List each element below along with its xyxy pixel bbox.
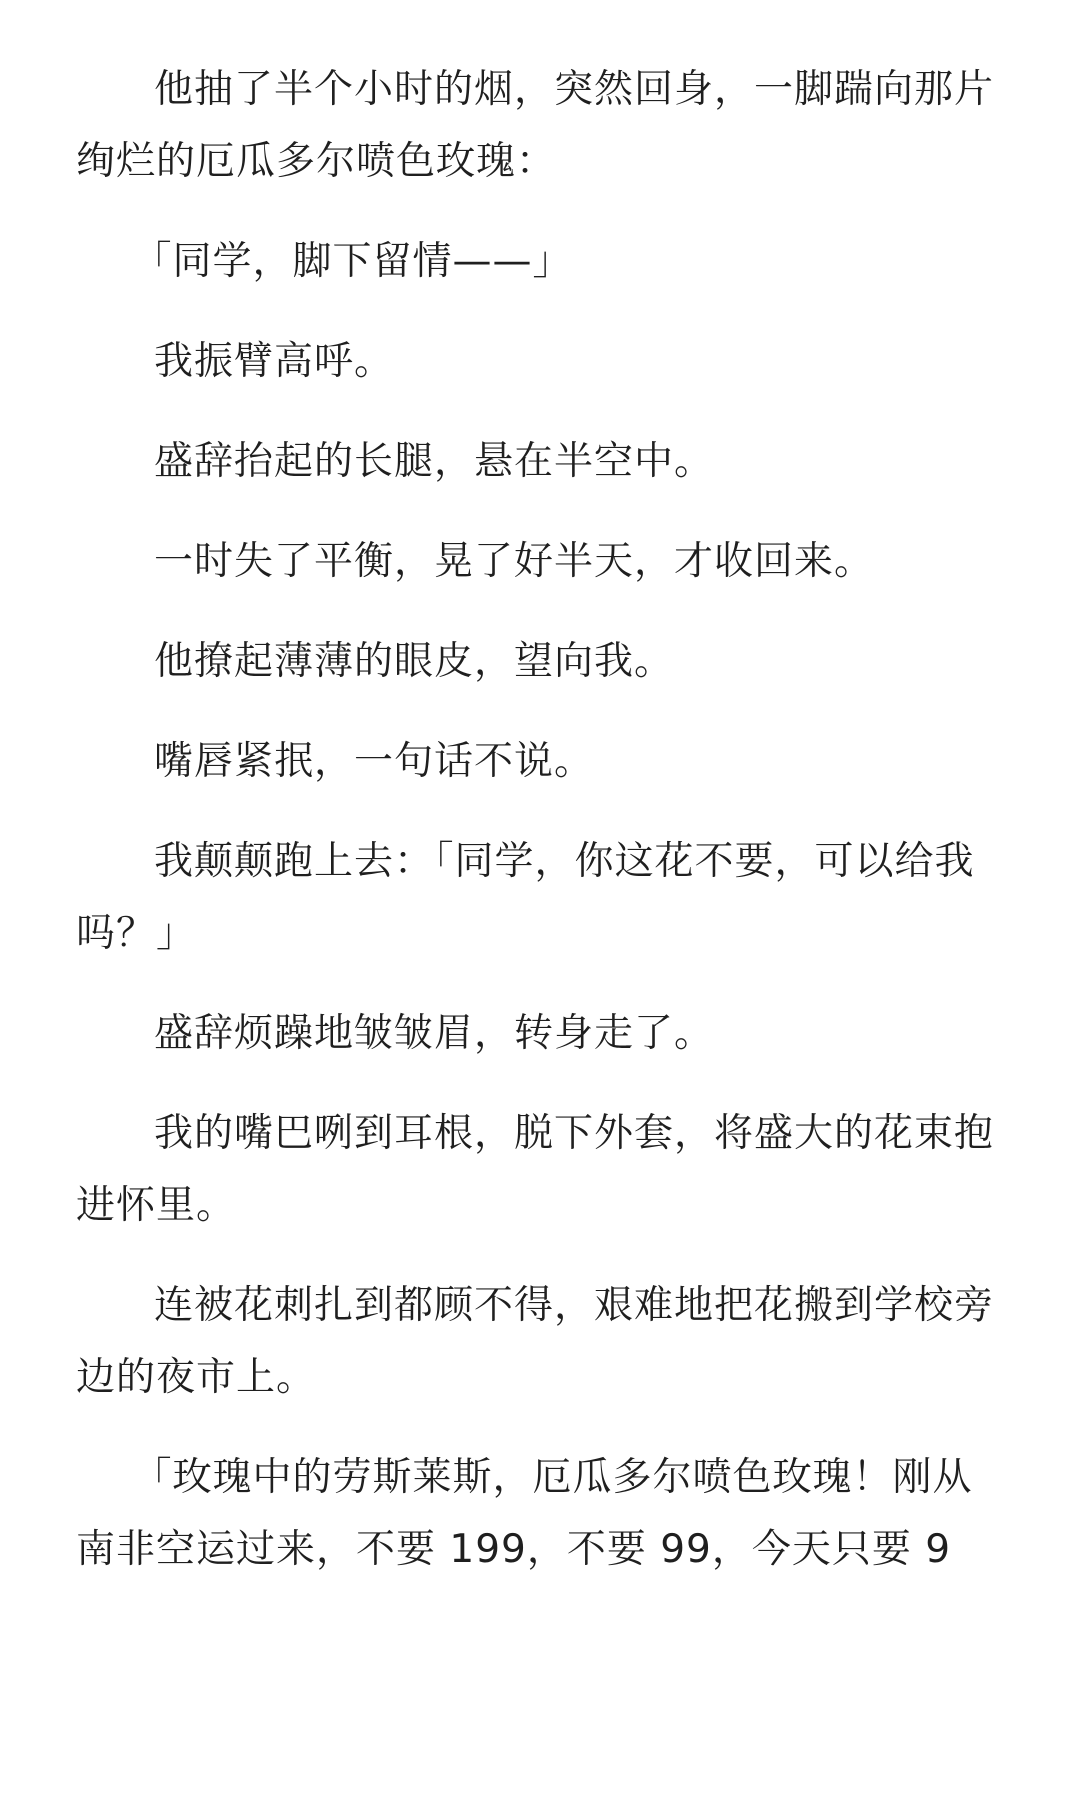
paragraph: 我的嘴巴咧到耳根，脱下外套，将盛大的花束抱进怀里。 [76, 1111, 995, 1228]
paragraph: 他抽了半个小时的烟，突然回身，一脚踹向那片绚烂的厄瓜多尔喷色玫瑰： [76, 67, 995, 184]
paragraph: 连被花刺扎到都顾不得，艰难地把花搬到学校旁边的夜市上。 [76, 1283, 995, 1400]
paragraph: 盛辞抬起的长腿，悬在半空中。 [154, 439, 715, 484]
document-page [76, 54, 1006, 1614]
paragraph: 嘴唇紧抿，一句话不说。 [154, 739, 595, 784]
paragraph: 盛辞烦躁地皱皱眉，转身走了。 [154, 1011, 715, 1056]
paragraph: 「同学，脚下留情——」 [132, 239, 573, 284]
paragraph: 我振臂高呼。 [154, 339, 395, 384]
paragraph: 「玫瑰中的劳斯莱斯，厄瓜多尔喷色玫瑰！刚从南非空运过来，不要 199，不要 99，今天只要 9 [76, 1455, 973, 1572]
paragraph: 我颠颠跑上去：「同学，你这花不要，可以给我吗？」 [76, 839, 975, 956]
paragraph: 一时失了平衡，晃了好半天，才收回来。 [154, 539, 875, 584]
paragraph: 他撩起薄薄的眼皮，望向我。 [154, 639, 675, 684]
